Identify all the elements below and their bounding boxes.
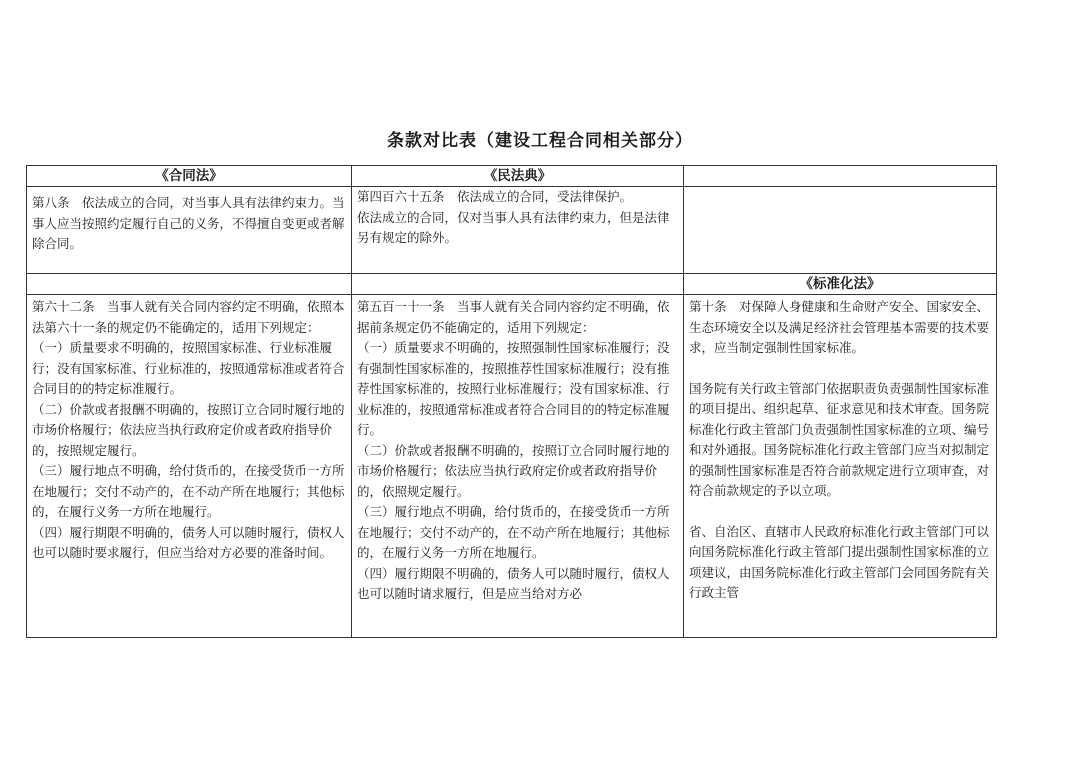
header-empty xyxy=(27,274,352,295)
table-row xyxy=(27,295,997,638)
article-text: 省、自治区、直辖市人民政府标准化行政主管部门可以向国务院标准化行政主管部门提出强制性国家标准的立项建议，由国务院标准化行政主管部门会同国务院有关行政主管 xyxy=(689,523,990,600)
article-text: 第六十二条 当事人就有关合同内容约定不明确，依照本法第六十一条的规定仍不能确定的，适用下列规定： （一）质量要求不明确的，按照国家标准、行业标准履行；没有国家标准、行业标准的，按照通常标准或者符合合同目的的特定标准履行。 （二）价款或者报酬不明确的，按照订立合同时履行地的市场价格履行；依法应当执行政府定价或者政府指导价的，按照规定履行。 （三）履行地点不明确，给付货币的，在接受货币一方所在地履行；交付不动产的，在不动产所在地履行；其他标的，在履行义务一方所在地履行。 （四）履行期限不明确的，债务人可以随时履行，债权人也可以随时要求履行，但应当给对方必要的准备时间。 xyxy=(32,299,345,560)
cell-empty xyxy=(684,187,997,274)
paragraph-gap xyxy=(689,359,991,379)
document-title: 条款对比表（建设工程合同相关部分） xyxy=(387,131,693,151)
table-header-row xyxy=(27,166,997,187)
header-standardization-law: 《标准化法》 xyxy=(684,274,997,295)
article-text: 第十条 对保障人身健康和生命财产安全、国家安全、生态环境安全以及满足经济社会管理基本需要的技术要求，应当制定强制性国家标准。 xyxy=(689,299,990,355)
table-row xyxy=(27,187,997,274)
paragraph-gap xyxy=(689,502,991,522)
comparison-table xyxy=(26,165,997,638)
article-text: 第四百六十五条 依法成立的合同，受法律保护。 xyxy=(357,189,633,204)
header-empty xyxy=(352,274,684,295)
article-text: 第五百一十一条 当事人就有关合同内容约定不明确，依据前条规定仍不能确定的，适用下列规定： （一）质量要求不明确的，按照强制性国家标准履行；没有强制性国家标准的，按照推荐性国家标准履行；没有推荐性国家标准的，按照行业标准履行；没有国家标准、行业标准的，按照通常标准或者符合合同目的的特定标准履行。 （二）价款或者报酬不明确的，按照订立合同时履行地的市场价格履行；依法应当执行政府定价或者政府指导价的，依照规定履行。 （三）履行地点不明确，给付货币的，在接受货币一方所在地履行；交付不动产的，在不动产所在地履行；其他标的，在履行义务一方所在地履行。 （四）履行期限不明确的，债务人可以随时履行，债权人也可以随时请求履行，但是应当给对方必 xyxy=(357,299,670,601)
cell-civil-code-article-511 xyxy=(352,295,684,638)
cell-civil-code-article-465 xyxy=(352,187,684,274)
cell-contract-law-article-62 xyxy=(27,295,352,638)
cell-contract-law-article-8 xyxy=(27,187,352,274)
article-text: 第八条 依法成立的合同，对当事人具有法律约束力。当事人应当按照约定履行自己的义务，不得擅自变更或者解除合同。 xyxy=(32,195,345,251)
table-header-row xyxy=(27,274,997,295)
article-text: 依法成立的合同，仅对当事人具有法律约束力，但是法律另有规定的除外。 xyxy=(357,209,670,245)
cell-standardization-law-article-10 xyxy=(684,295,997,638)
header-empty xyxy=(684,166,997,187)
header-contract-law: 《合同法》 xyxy=(27,166,352,187)
header-civil-code: 《民法典》 xyxy=(352,166,684,187)
article-text: 国务院有关行政主管部门依据职责负责强制性国家标准的项目提出、组织起草、征求意见和技术审查。国务院标准化行政主管部门负责强制性国家标准的立项、编号和对外通报。国务院标准化行政主管部门应当对拟制定的强制性国家标准是否符合前款规定进行立项审查，对符合前款规定的予以立项。 xyxy=(689,380,990,498)
